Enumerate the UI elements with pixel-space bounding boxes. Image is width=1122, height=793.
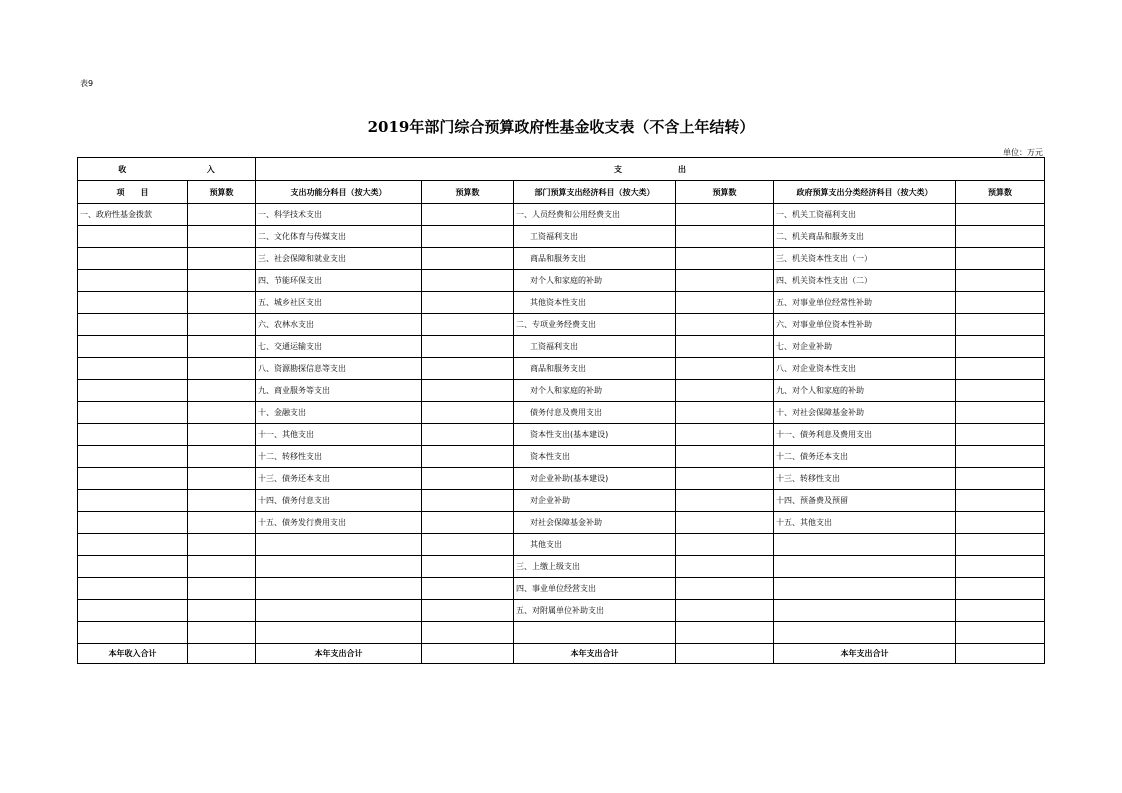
func-item-cell: 五、城乡社区支出: [256, 292, 422, 314]
expense-header: 支 出: [256, 158, 1045, 181]
dept-econ-budget-cell: [676, 402, 774, 424]
income-item-cell: [78, 446, 188, 468]
func-item-cell: 十四、债务付息支出: [256, 490, 422, 512]
income-item-cell: [78, 226, 188, 248]
col-func-header: 支出功能分科目（按大类）: [256, 181, 422, 204]
income-item-cell: [78, 336, 188, 358]
func-item-cell: 十二、转移性支出: [256, 446, 422, 468]
income-item-cell: [78, 600, 188, 622]
income-item-cell: [78, 358, 188, 380]
gov-econ-item-cell: 五、对事业单位经常性补助: [774, 292, 956, 314]
dept-econ-budget-cell: [676, 512, 774, 534]
table-row: [78, 600, 1045, 622]
dept-econ-item-cell: [514, 622, 676, 644]
func-item-cell: [256, 578, 422, 600]
table-row: [78, 578, 1045, 600]
gov-econ-budget-cell: [956, 226, 1045, 248]
income-item-cell: [78, 468, 188, 490]
func-budget-cell: [422, 600, 514, 622]
table-row: [78, 490, 1045, 512]
table-row: [78, 446, 1045, 468]
gov-econ-item-cell: 十五、其他支出: [774, 512, 956, 534]
func-item-cell: [256, 622, 422, 644]
income-item-cell: [78, 556, 188, 578]
col-budget-header: 预算数: [956, 181, 1045, 204]
income-item-cell: [78, 490, 188, 512]
dept-econ-item-cell: 资本性支出(基本建设): [514, 424, 676, 446]
dept-econ-budget-cell: [676, 358, 774, 380]
gov-econ-item-cell: 六、对事业单位资本性补助: [774, 314, 956, 336]
func-item-cell: 七、交通运输支出: [256, 336, 422, 358]
income-budget-cell: [188, 336, 256, 358]
table-row: [78, 380, 1045, 402]
gov-econ-budget-cell: [956, 336, 1045, 358]
dept-econ-budget-cell: [676, 314, 774, 336]
income-item-cell: [78, 534, 188, 556]
income-budget-cell: [188, 622, 256, 644]
dept-econ-budget-cell: [676, 600, 774, 622]
income-item-cell: [78, 248, 188, 270]
income-budget-cell: [188, 292, 256, 314]
gov-econ-item-cell: 七、对企业补助: [774, 336, 956, 358]
table-row: [78, 512, 1045, 534]
func-budget-cell: [422, 578, 514, 600]
dept-econ-item-cell: 工资福利支出: [514, 336, 676, 358]
dept-econ-budget-cell: [676, 556, 774, 578]
gov-econ-budget-cell: [956, 204, 1045, 226]
dept-econ-budget-cell: [676, 380, 774, 402]
func-total-label: 本年支出合计: [256, 644, 422, 664]
unit-label: 单位：万元: [1003, 148, 1043, 157]
func-budget-cell: [422, 490, 514, 512]
func-budget-cell: [422, 248, 514, 270]
gov-total-label: 本年支出合计: [774, 644, 956, 664]
table-row: [78, 358, 1045, 380]
func-budget-cell: [422, 380, 514, 402]
income-budget-cell: [188, 578, 256, 600]
dept-econ-item-cell: 资本性支出: [514, 446, 676, 468]
dept-econ-item-cell: 其他资本性支出: [514, 292, 676, 314]
table-row: [78, 204, 1045, 226]
col-gov-econ-header: 政府预算支出分类经济科目（按大类）: [774, 181, 956, 204]
gov-econ-budget-cell: [956, 314, 1045, 336]
dept-econ-item-cell: 对社会保障基金补助: [514, 512, 676, 534]
gov-econ-item-cell: 十、对社会保障基金补助: [774, 402, 956, 424]
func-budget-cell: [422, 226, 514, 248]
table-row: [78, 424, 1045, 446]
income-item-cell: 一、政府性基金拨款: [78, 204, 188, 226]
income-budget-cell: [188, 556, 256, 578]
table-row: [78, 402, 1045, 424]
gov-econ-budget-cell: [956, 446, 1045, 468]
dept-econ-item-cell: 三、上缴上级支出: [514, 556, 676, 578]
func-item-cell: 六、农林水支出: [256, 314, 422, 336]
dept-econ-item-cell: 对企业补助: [514, 490, 676, 512]
gov-econ-item-cell: [774, 622, 956, 644]
func-item-cell: 四、节能环保支出: [256, 270, 422, 292]
dept-econ-budget-cell: [676, 248, 774, 270]
dept-econ-item-cell: 商品和服务支出: [514, 248, 676, 270]
func-item-cell: 十三、债务还本支出: [256, 468, 422, 490]
dept-econ-budget-cell: [676, 292, 774, 314]
table-row: [78, 336, 1045, 358]
dept-econ-item-cell: 债务付息及费用支出: [514, 402, 676, 424]
dept-total-label: 本年支出合计: [514, 644, 676, 664]
dept-econ-item-cell: 对企业补助(基本建设): [514, 468, 676, 490]
func-budget-cell: [422, 424, 514, 446]
gov-econ-budget-cell: [956, 556, 1045, 578]
func-item-cell: [256, 556, 422, 578]
dept-econ-budget-cell: [676, 622, 774, 644]
income-item-cell: [78, 314, 188, 336]
gov-total-value: [956, 644, 1045, 664]
table-row: [78, 468, 1045, 490]
table-number: 表9: [80, 79, 94, 88]
table-row: [78, 292, 1045, 314]
income-budget-cell: [188, 512, 256, 534]
gov-econ-budget-cell: [956, 468, 1045, 490]
page-title: 2019年部门综合预算政府性基金收支表（不含上年结转）: [367, 118, 755, 136]
func-budget-cell: [422, 358, 514, 380]
income-budget-cell: [188, 226, 256, 248]
gov-econ-item-cell: 二、机关商品和服务支出: [774, 226, 956, 248]
col-item-header: 项 目: [78, 181, 188, 204]
func-budget-cell: [422, 468, 514, 490]
gov-econ-item-cell: 八、对企业资本性支出: [774, 358, 956, 380]
table-row: [78, 248, 1045, 270]
income-budget-cell: [188, 600, 256, 622]
income-budget-cell: [188, 424, 256, 446]
gov-econ-budget-cell: [956, 402, 1045, 424]
func-item-cell: 九、商业服务等支出: [256, 380, 422, 402]
func-item-cell: 八、资源勘探信息等支出: [256, 358, 422, 380]
func-item-cell: [256, 600, 422, 622]
func-budget-cell: [422, 446, 514, 468]
gov-econ-budget-cell: [956, 622, 1045, 644]
income-item-cell: [78, 292, 188, 314]
table-row: [78, 226, 1045, 248]
dept-econ-item-cell: 对个人和家庭的补助: [514, 380, 676, 402]
income-item-cell: [78, 512, 188, 534]
income-item-cell: [78, 424, 188, 446]
budget-table: [77, 157, 1045, 664]
gov-econ-item-cell: [774, 600, 956, 622]
func-budget-cell: [422, 314, 514, 336]
income-item-cell: [78, 402, 188, 424]
income-budget-cell: [188, 358, 256, 380]
gov-econ-item-cell: 九、对个人和家庭的补助: [774, 380, 956, 402]
gov-econ-budget-cell: [956, 534, 1045, 556]
income-item-cell: [78, 380, 188, 402]
func-budget-cell: [422, 402, 514, 424]
income-total-value: [188, 644, 256, 664]
func-total-value: [422, 644, 514, 664]
dept-econ-item-cell: 对个人和家庭的补助: [514, 270, 676, 292]
col-budget-header: 预算数: [422, 181, 514, 204]
func-item-cell: [256, 534, 422, 556]
func-item-cell: 十、金融支出: [256, 402, 422, 424]
func-budget-cell: [422, 292, 514, 314]
dept-econ-item-cell: 一、人员经费和公用经费支出: [514, 204, 676, 226]
gov-econ-budget-cell: [956, 358, 1045, 380]
income-item-cell: [78, 270, 188, 292]
dept-econ-budget-cell: [676, 446, 774, 468]
dept-econ-budget-cell: [676, 336, 774, 358]
dept-econ-budget-cell: [676, 270, 774, 292]
gov-econ-item-cell: [774, 578, 956, 600]
gov-econ-item-cell: 十四、预备费及预留: [774, 490, 956, 512]
income-budget-cell: [188, 248, 256, 270]
func-budget-cell: [422, 556, 514, 578]
table-row: [78, 622, 1045, 644]
dept-econ-budget-cell: [676, 534, 774, 556]
dept-econ-budget-cell: [676, 468, 774, 490]
dept-econ-budget-cell: [676, 204, 774, 226]
col-budget-header: 预算数: [188, 181, 256, 204]
func-item-cell: 二、文化体育与传媒支出: [256, 226, 422, 248]
func-item-cell: 十五、债务发行费用支出: [256, 512, 422, 534]
func-item-cell: 十一、其他支出: [256, 424, 422, 446]
gov-econ-budget-cell: [956, 600, 1045, 622]
func-budget-cell: [422, 270, 514, 292]
func-budget-cell: [422, 622, 514, 644]
income-item-cell: [78, 622, 188, 644]
dept-total-value: [676, 644, 774, 664]
gov-econ-budget-cell: [956, 490, 1045, 512]
table-row: [78, 270, 1045, 292]
gov-econ-budget-cell: [956, 512, 1045, 534]
gov-econ-item-cell: 四、机关资本性支出（二）: [774, 270, 956, 292]
income-budget-cell: [188, 270, 256, 292]
dept-econ-item-cell: 五、对附属单位补助支出: [514, 600, 676, 622]
dept-econ-item-cell: 其他支出: [514, 534, 676, 556]
gov-econ-item-cell: 三、机关资本性支出（一）: [774, 248, 956, 270]
col-budget-header: 预算数: [676, 181, 774, 204]
income-budget-cell: [188, 534, 256, 556]
gov-econ-budget-cell: [956, 424, 1045, 446]
gov-econ-budget-cell: [956, 578, 1045, 600]
table-row: [78, 556, 1045, 578]
func-item-cell: 一、科学技术支出: [256, 204, 422, 226]
income-item-cell: [78, 578, 188, 600]
gov-econ-item-cell: 十一、债务利息及费用支出: [774, 424, 956, 446]
gov-econ-budget-cell: [956, 380, 1045, 402]
income-budget-cell: [188, 446, 256, 468]
func-budget-cell: [422, 534, 514, 556]
dept-econ-budget-cell: [676, 424, 774, 446]
income-budget-cell: [188, 490, 256, 512]
gov-econ-item-cell: [774, 534, 956, 556]
income-budget-cell: [188, 380, 256, 402]
income-header: 收 入: [78, 158, 256, 181]
func-budget-cell: [422, 336, 514, 358]
func-item-cell: 三、社会保障和就业支出: [256, 248, 422, 270]
gov-econ-item-cell: 十三、转移性支出: [774, 468, 956, 490]
gov-econ-budget-cell: [956, 248, 1045, 270]
gov-econ-item-cell: 十二、债务还本支出: [774, 446, 956, 468]
table-row: [78, 534, 1045, 556]
gov-econ-item-cell: [774, 556, 956, 578]
income-budget-cell: [188, 204, 256, 226]
dept-econ-item-cell: 四、事业单位经营支出: [514, 578, 676, 600]
gov-econ-budget-cell: [956, 292, 1045, 314]
table-row: [78, 314, 1045, 336]
dept-econ-budget-cell: [676, 226, 774, 248]
income-total-label: 本年收入合计: [78, 644, 188, 664]
dept-econ-budget-cell: [676, 490, 774, 512]
func-budget-cell: [422, 204, 514, 226]
dept-econ-item-cell: 二、专项业务经费支出: [514, 314, 676, 336]
income-budget-cell: [188, 468, 256, 490]
gov-econ-budget-cell: [956, 270, 1045, 292]
income-budget-cell: [188, 314, 256, 336]
func-budget-cell: [422, 512, 514, 534]
gov-econ-item-cell: 一、机关工资福利支出: [774, 204, 956, 226]
dept-econ-item-cell: 工资福利支出: [514, 226, 676, 248]
dept-econ-item-cell: 商品和服务支出: [514, 358, 676, 380]
income-budget-cell: [188, 402, 256, 424]
dept-econ-budget-cell: [676, 578, 774, 600]
col-dept-econ-header: 部门预算支出经济科目（按大类）: [514, 181, 676, 204]
